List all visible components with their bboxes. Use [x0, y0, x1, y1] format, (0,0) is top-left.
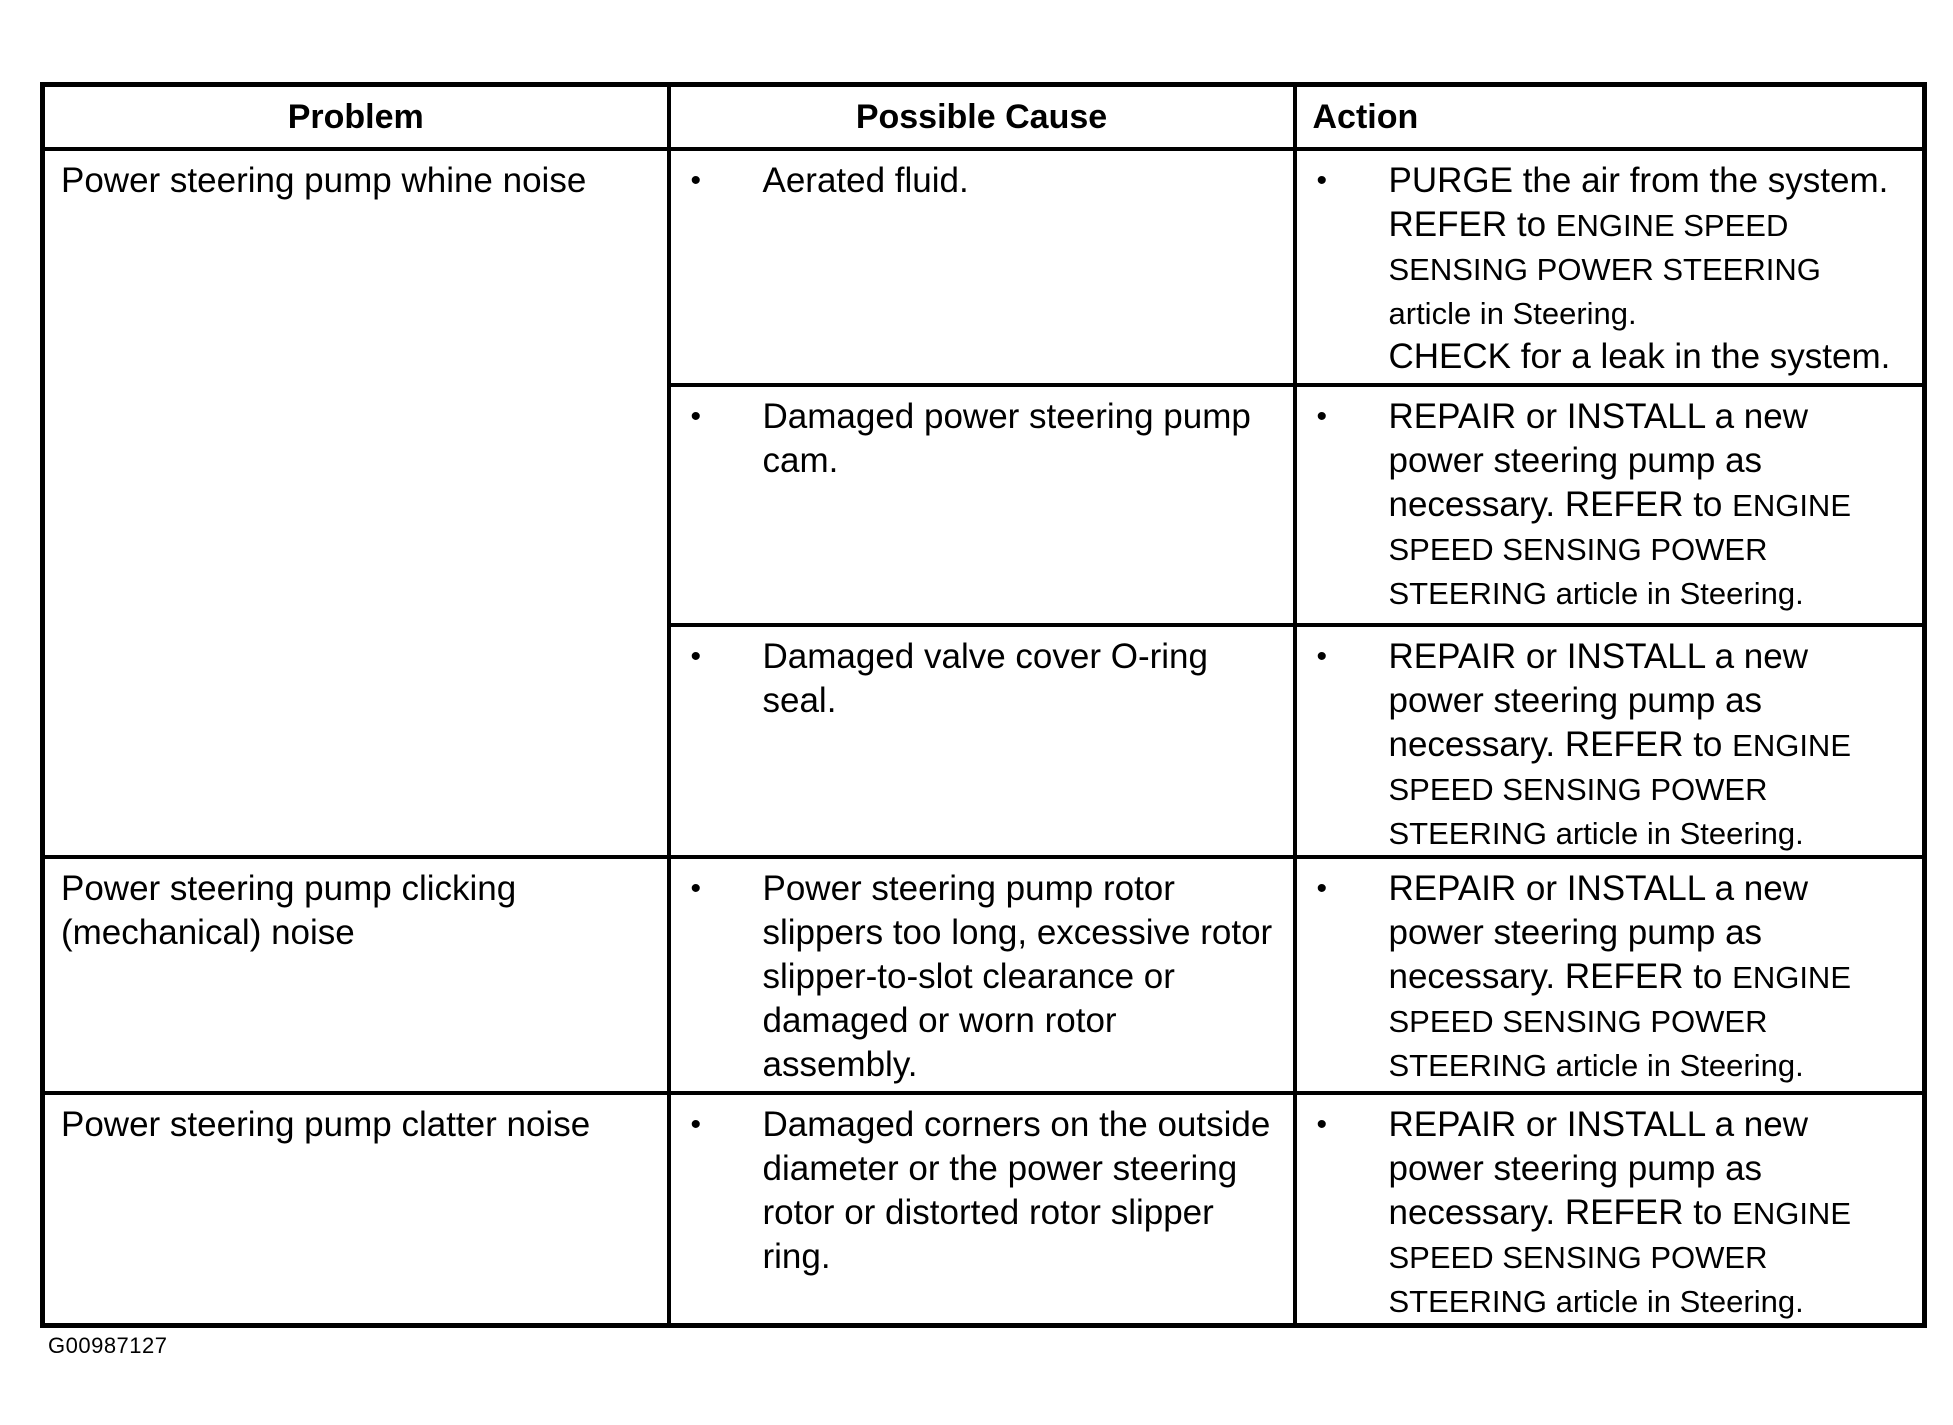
cause-text: Aerated fluid. — [762, 161, 969, 200]
action-instruction: REPAIR or INSTALL a new power steering pump as necessary. REFER to — [1388, 637, 1809, 764]
cause-text: Damaged power steering pump cam. — [762, 397, 1251, 480]
action-instruction: REPAIR or INSTALL a new power steering pump as necessary. REFER to — [1388, 397, 1809, 524]
figure-code: G00987127 — [48, 1333, 168, 1358]
header-possible-cause: Possible Cause — [669, 85, 1295, 150]
action-instruction: REPAIR or INSTALL a new power steering pump as necessary. REFER to — [1388, 869, 1809, 996]
cause-text: Power steering pump rotor slippers too long, excessive rotor slipper-to-slot clearance or damaged or worn rotor assembly. — [762, 869, 1273, 1084]
bullet-icon: • — [1316, 400, 1328, 433]
action-text — [1389, 635, 1911, 855]
action-followup: CHECK for a leak in the system. — [1388, 337, 1891, 376]
action-cell — [1295, 857, 1925, 1093]
problem-cell: Power steering pump clatter noise — [43, 1093, 669, 1326]
header-problem: Problem — [43, 85, 669, 150]
action-instruction: PURGE the air from the system. REFER to — [1388, 161, 1889, 244]
table-row — [43, 149, 1925, 385]
bullet-icon: • — [1316, 640, 1328, 673]
action-cell — [1295, 1093, 1925, 1326]
problem-cell: Power steering pump whine noise — [43, 149, 669, 857]
bullet-icon: • — [690, 400, 702, 433]
action-reference: ENGINE SPEED SENSING POWER STEERING article in Steering. — [1388, 960, 1851, 1083]
action-reference: ENGINE SPEED SENSING POWER STEERING article in Steering. — [1388, 208, 1821, 331]
action-text — [1389, 867, 1911, 1087]
bullet-icon: • — [1316, 164, 1328, 197]
bullet-icon: • — [690, 1108, 702, 1141]
cause-cell — [669, 149, 1295, 385]
cause-text: Damaged valve cover O-ring seal. — [762, 637, 1208, 720]
table-row — [43, 1093, 1925, 1326]
table-row — [43, 857, 1925, 1093]
cause-cell — [669, 385, 1295, 625]
bullet-icon: • — [690, 164, 702, 197]
troubleshooting-table — [40, 82, 1927, 1328]
problem-cell: Power steering pump clicking (mechanical) noise — [43, 857, 669, 1093]
header-action: Action — [1295, 85, 1925, 150]
action-text — [1389, 159, 1911, 379]
action-reference: ENGINE SPEED SENSING POWER STEERING article in Steering. — [1388, 1196, 1851, 1319]
cause-text: Damaged corners on the outside diameter or the power steering rotor or distorted rotor slipper ring. — [762, 1105, 1271, 1276]
cause-cell — [669, 1093, 1295, 1326]
bullet-icon: • — [690, 640, 702, 673]
action-cell — [1295, 149, 1925, 385]
bullet-icon: • — [1316, 872, 1328, 905]
cause-cell — [669, 857, 1295, 1093]
action-text — [1389, 1103, 1911, 1323]
bullet-icon: • — [1316, 1108, 1328, 1141]
action-text — [1389, 395, 1911, 615]
action-reference: ENGINE SPEED SENSING POWER STEERING article in Steering. — [1388, 728, 1851, 851]
action-cell — [1295, 385, 1925, 625]
bullet-icon: • — [690, 872, 702, 905]
action-cell — [1295, 625, 1925, 857]
action-instruction: REPAIR or INSTALL a new power steering pump as necessary. REFER to — [1388, 1105, 1809, 1232]
cause-cell — [669, 625, 1295, 857]
action-reference: ENGINE SPEED SENSING POWER STEERING article in Steering. — [1388, 488, 1851, 611]
header-row — [43, 85, 1925, 150]
